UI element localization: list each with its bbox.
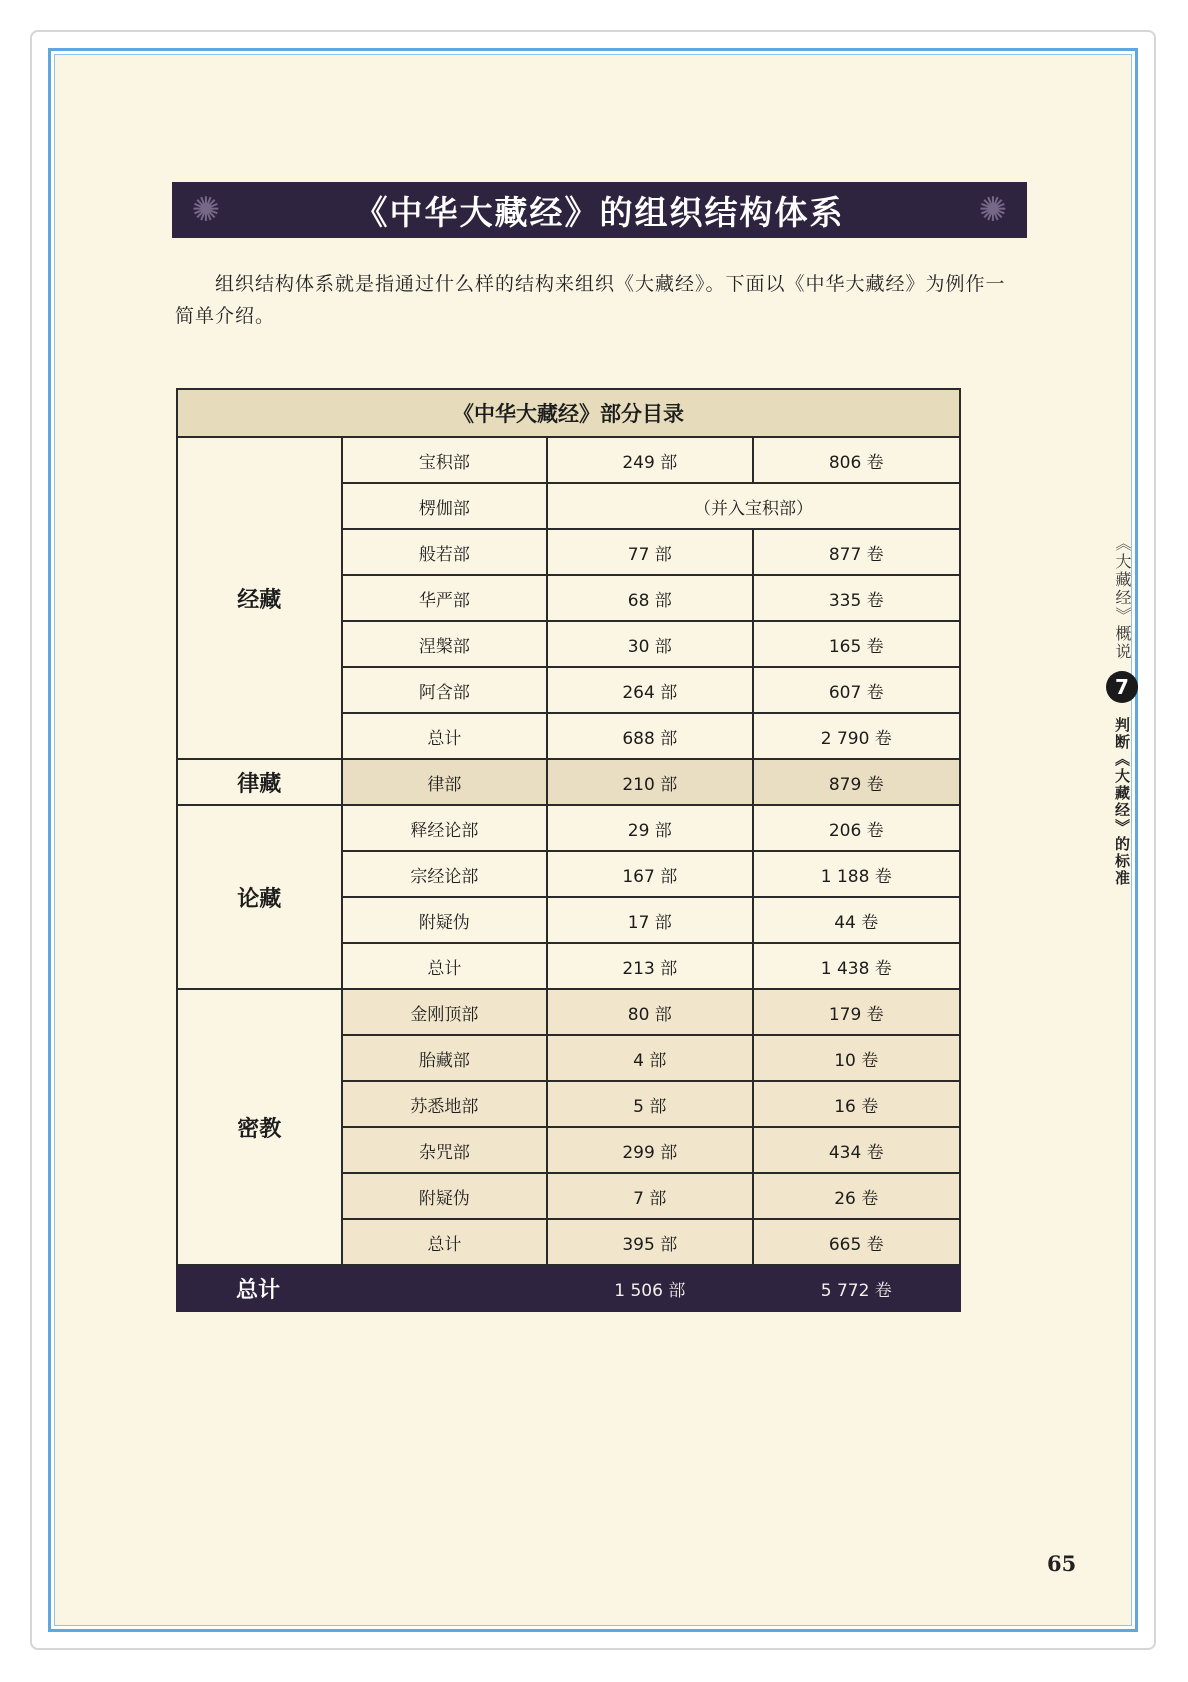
bu-count: 299 部	[547, 1127, 752, 1173]
bu-count: 7 部	[547, 1173, 752, 1219]
juan-count: 879 卷	[753, 759, 960, 805]
section-esoteric: 密教	[177, 989, 342, 1265]
bu-count: 30 部	[547, 621, 752, 667]
bu-count: 688 部	[547, 713, 752, 759]
sub-category: 总计	[342, 1219, 547, 1265]
table-row	[177, 989, 960, 1035]
sub-category: 释经论部	[342, 805, 547, 851]
juan-count: 806 卷	[753, 437, 960, 483]
table-row	[177, 805, 960, 851]
juan-count: 165 卷	[753, 621, 960, 667]
sub-category: 宗经论部	[342, 851, 547, 897]
sub-category: 华严部	[342, 575, 547, 621]
sub-category: 宝积部	[342, 437, 547, 483]
juan-count: 44 卷	[753, 897, 960, 943]
sub-category: 总计	[342, 713, 547, 759]
sub-category: 律部	[342, 759, 547, 805]
catalog-table	[176, 388, 961, 1312]
sub-category: 附疑伪	[342, 897, 547, 943]
juan-count: 206 卷	[753, 805, 960, 851]
bu-count: 4 部	[547, 1035, 752, 1081]
page-title: 《中华大藏经》的组织结构体系	[354, 192, 845, 232]
bu-count: 213 部	[547, 943, 752, 989]
bu-count: 80 部	[547, 989, 752, 1035]
juan-count: 2 790 卷	[753, 713, 960, 759]
sub-category: 阿含部	[342, 667, 547, 713]
sub-category: 苏悉地部	[342, 1081, 547, 1127]
bu-count: 395 部	[547, 1219, 752, 1265]
juan-count: 10 卷	[753, 1035, 960, 1081]
juan-count: 1 188 卷	[753, 851, 960, 897]
book-page	[54, 54, 1132, 1626]
grand-total-row	[177, 1265, 960, 1311]
juan-count: 607 卷	[753, 667, 960, 713]
sunburst-ornament-icon: ✺	[191, 190, 221, 230]
juan-count: 1 438 卷	[753, 943, 960, 989]
juan-count: 434 卷	[753, 1127, 960, 1173]
grand-total-juan: 5 772 卷	[753, 1265, 960, 1311]
bu-count: 167 部	[547, 851, 752, 897]
juan-count: 877 卷	[753, 529, 960, 575]
grand-total-label: 总计	[177, 1265, 547, 1311]
title-banner	[172, 182, 1027, 238]
sub-category: 附疑伪	[342, 1173, 547, 1219]
bu-count: 210 部	[547, 759, 752, 805]
bu-count: 68 部	[547, 575, 752, 621]
section-sutra: 经藏	[177, 437, 342, 759]
juan-count: 26 卷	[753, 1173, 960, 1219]
table-caption-row	[177, 389, 960, 437]
sunburst-ornament-icon: ✺	[978, 190, 1008, 230]
bu-count: 77 部	[547, 529, 752, 575]
chapter-title: 判断《大藏经》的标准	[1113, 717, 1131, 887]
merged-note: （并入宝积部）	[547, 483, 960, 529]
sub-category: 涅槃部	[342, 621, 547, 667]
page-number: 65	[1047, 1551, 1077, 1576]
grand-total-bu: 1 506 部	[547, 1265, 752, 1311]
bu-count: 249 部	[547, 437, 752, 483]
juan-count: 179 卷	[753, 989, 960, 1035]
sub-category: 楞伽部	[342, 483, 547, 529]
bu-count: 5 部	[547, 1081, 752, 1127]
chapter-number-badge: 7	[1106, 671, 1138, 703]
juan-count: 335 卷	[753, 575, 960, 621]
table-row	[177, 759, 960, 805]
section-abhidharma: 论藏	[177, 805, 342, 989]
table-row	[177, 437, 960, 483]
sub-category: 金刚顶部	[342, 989, 547, 1035]
intro-paragraph: 组织结构体系就是指通过什么样的结构来组织《大藏经》。下面以《中华大藏经》为例作一简单介绍。	[175, 273, 1006, 327]
section-vinaya: 律藏	[177, 759, 342, 805]
bu-count: 29 部	[547, 805, 752, 851]
table-caption: 《中华大藏经》部分目录	[177, 389, 960, 437]
chapter-side-tab	[1105, 535, 1139, 887]
sub-category: 杂咒部	[342, 1127, 547, 1173]
sub-category: 总计	[342, 943, 547, 989]
bu-count: 17 部	[547, 897, 752, 943]
juan-count: 665 卷	[753, 1219, 960, 1265]
juan-count: 16 卷	[753, 1081, 960, 1127]
sub-category: 胎藏部	[342, 1035, 547, 1081]
sub-category: 般若部	[342, 529, 547, 575]
bu-count: 264 部	[547, 667, 752, 713]
book-running-title: 《大藏经》概说	[1113, 535, 1132, 661]
